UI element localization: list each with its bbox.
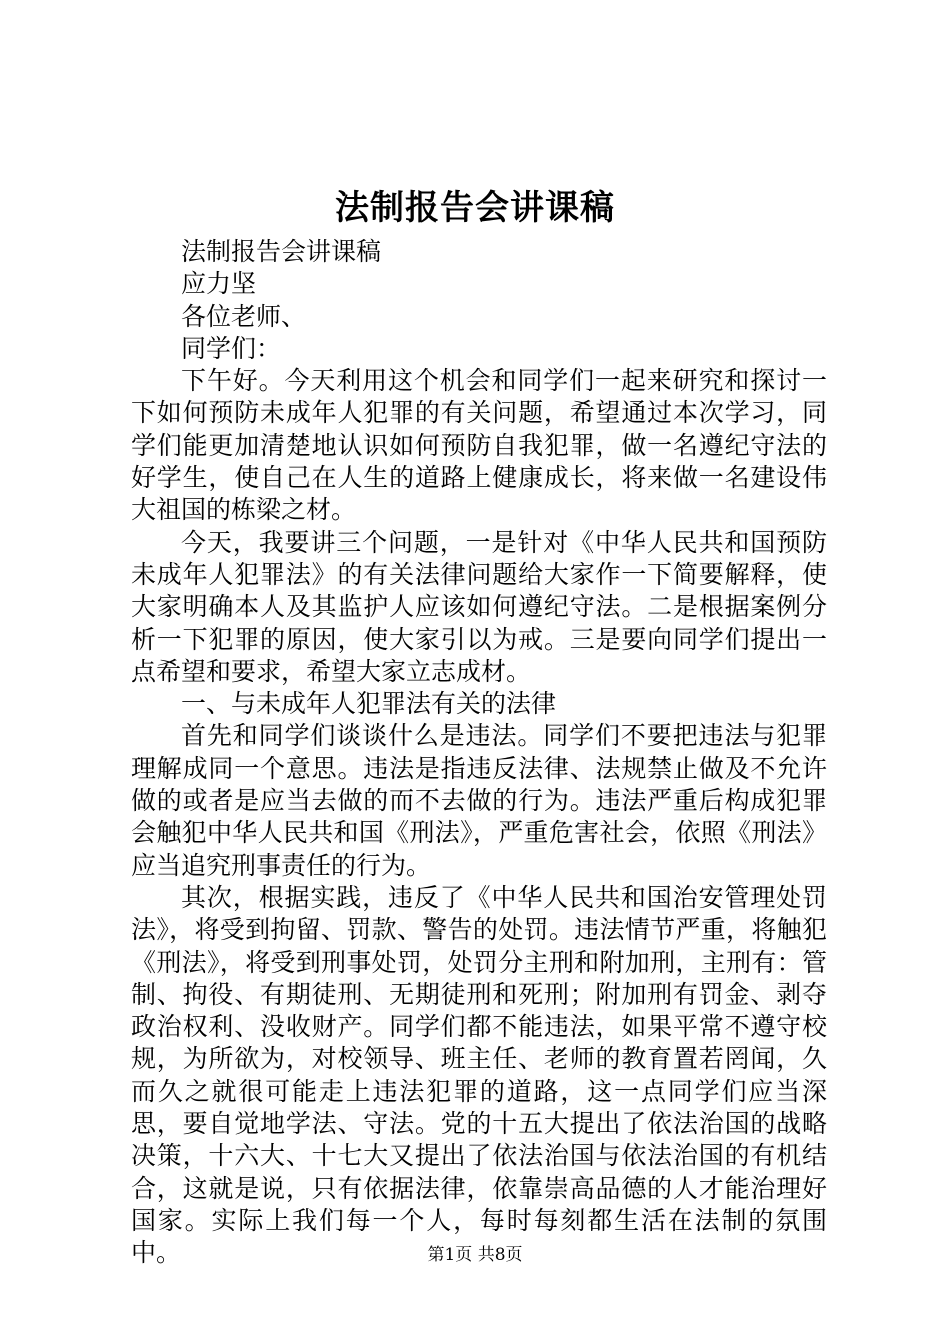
page-footer: 第1页 共8页: [427, 1245, 523, 1265]
document-title: 法制报告会讲课稿: [335, 188, 615, 228]
paragraph-heading-repeat: 法制报告会讲课稿: [181, 237, 382, 266]
paragraph-outline: 今天，我要讲三个问题，一是针对《中华人民共和国预防未成年人犯罪法》的有关法律问题给大家作一下简要解释，使大家明确本人及其监护人应该如何遵纪守法。二是根据案例分析一下犯罪的原因，使大家引以为戒。三是要向同学们提出一点希望和要求，希望大家立志成材。: [131, 527, 827, 686]
document-body: [131, 236, 827, 1270]
paragraph-greeting: 下午好。今天利用这个机会和同学们一起来研究和探讨一下如何预防未成年人犯罪的有关问题，希望通过本次学习，同学们能更加清楚地认识如何预防自我犯罪，做一名遵纪守法的好学生，使自己在人生的道路上健康成长，将来做一名建设伟大祖国的栋梁之材。: [131, 366, 827, 525]
paragraph-definition: 首先和同学们谈谈什么是违法。同学们不要把违法与犯罪理解成同一个意思。违法是指违反法律、法规禁止做及不允许做的或者是应当去做的而不去做的行为。违法严重后构成犯罪会触犯中华人民共和国《刑法》，严重危害社会，依照《刑法》应当追究刑事责任的行为。: [131, 721, 827, 880]
paragraph-author: 应力坚: [181, 269, 257, 299]
paragraph-salutation-teachers: 各位老师、: [181, 301, 307, 331]
section-heading-1: 一、与未成年人犯罪法有关的法律: [181, 689, 557, 719]
paragraph-salutation-students: 同学们：: [181, 333, 282, 363]
paragraph-penalties: 其次，根据实践，违反了《中华人民共和国治安管理处罚法》，将受到拘留、罚款、警告的处罚。违法情节严重，将触犯《刑法》，将受到刑事处罚，处罚分主刑和附加刑，主刑有：管制、拘役、有期徒刑、无期徒刑和死刑；附加刑有罚金、剥夺政治权利、没收财产。同学们都不能违法，如果平常不遵守校规，为所欲为，对校领导、班主任、老师的教育置若罔闻，久而久之就很可能走上违法犯罪的道路，这一点同学们应当深思，要自觉地学法、守法。党的十五大提出了依法治国的战略决策，十六大、十七大又提出了依法治国与依法治国的有机结合，这就是说，只有依据法律，依靠崇高品德的人才能治理好国家。实际上我们每一个人，每时每刻都生活在法制的氛围中。: [131, 882, 827, 1268]
